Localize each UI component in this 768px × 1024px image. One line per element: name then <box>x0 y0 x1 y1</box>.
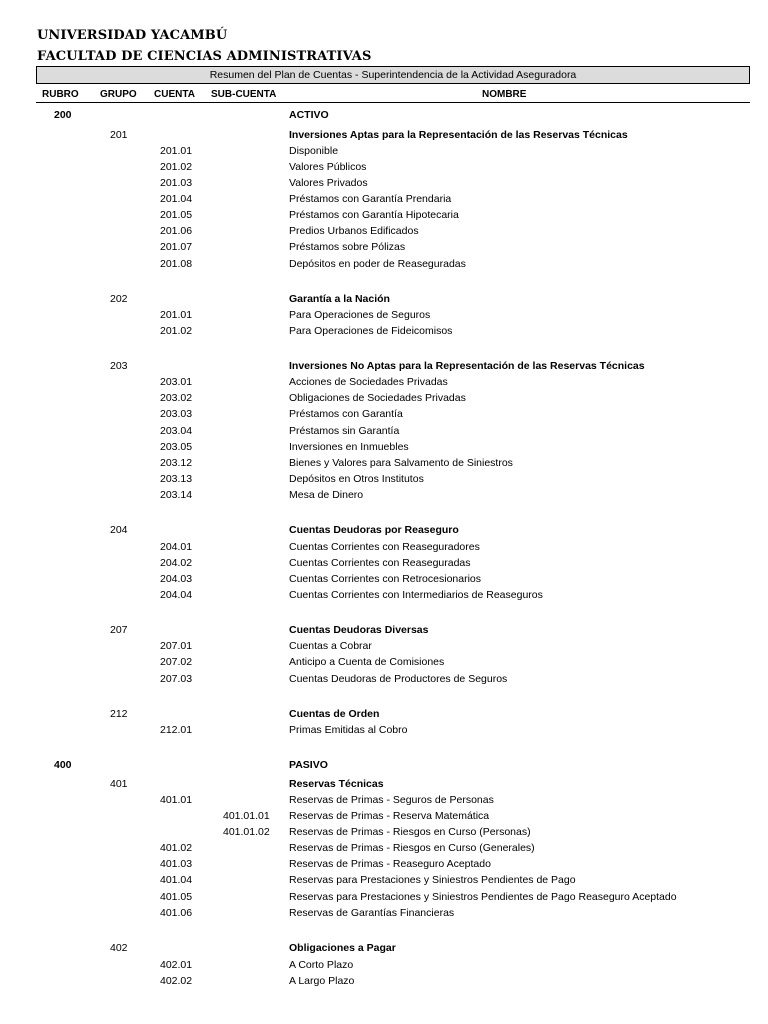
nombre-cell: Préstamos sobre Pólizas <box>289 241 406 253</box>
grupo-cell: 401 <box>110 778 128 790</box>
table-title: Resumen del Plan de Cuentas - Superintendencia de la Actividad Aseguradora <box>36 66 750 84</box>
nombre-cell: Préstamos con Garantía Prendaria <box>289 193 452 205</box>
cuenta-cell: 207.03 <box>160 673 193 685</box>
nombre-cell: Reservas de Primas - Reaseguro Aceptado <box>289 858 491 870</box>
table-row <box>0 522 768 538</box>
nombre-cell: Mesa de Dinero <box>289 489 364 501</box>
cuenta-cell: 401.04 <box>160 874 193 886</box>
column-header-nombre: NOMBRE <box>482 89 527 100</box>
table-row <box>0 587 768 603</box>
sub-cuenta-cell: 401.01.01 <box>223 810 270 822</box>
nombre-cell: Reservas de Primas - Reserva Matemática <box>289 810 490 822</box>
cuenta-cell: 401.05 <box>160 891 193 903</box>
table-row <box>0 159 768 175</box>
table-row <box>0 638 768 654</box>
nombre-cell: Valores Privados <box>289 177 368 189</box>
table-row <box>0 143 768 159</box>
grupo-cell: 204 <box>110 524 128 536</box>
grupo-cell: 201 <box>110 129 128 141</box>
table-row <box>0 571 768 587</box>
table-row <box>0 191 768 207</box>
table-row <box>0 671 768 687</box>
table-row <box>0 539 768 555</box>
grupo-cell: 202 <box>110 293 128 305</box>
header-divider <box>36 102 750 103</box>
nombre-cell: Depósitos en Otros Institutos <box>289 473 424 485</box>
table-row <box>0 307 768 323</box>
cuenta-cell: 201.04 <box>160 193 193 205</box>
table-row <box>0 487 768 503</box>
grupo-cell: 207 <box>110 624 128 636</box>
cuenta-cell: 402.02 <box>160 975 193 987</box>
nombre-cell: Cuentas Deudoras por Reaseguro <box>289 524 459 536</box>
column-header-cuenta: CUENTA <box>154 89 195 100</box>
nombre-cell: PASIVO <box>289 759 328 771</box>
cuenta-cell: 201.08 <box>160 258 193 270</box>
rubro-cell: 400 <box>54 759 72 771</box>
nombre-cell: Anticipo a Cuenta de Comisiones <box>289 656 445 668</box>
cuenta-cell: 201.03 <box>160 177 193 189</box>
cuenta-cell: 401.03 <box>160 858 193 870</box>
table-row <box>0 889 768 905</box>
table-row <box>0 439 768 455</box>
cuenta-cell: 204.02 <box>160 557 193 569</box>
cuenta-cell: 207.02 <box>160 656 193 668</box>
cuenta-cell: 401.02 <box>160 842 193 854</box>
table-row <box>0 840 768 856</box>
nombre-cell: Valores Públicos <box>289 161 367 173</box>
table-row <box>0 957 768 973</box>
nombre-cell: ACTIVO <box>289 109 329 121</box>
nombre-cell: Bienes y Valores para Salvamento de Siniestros <box>289 457 513 469</box>
table-row <box>0 291 768 307</box>
cuenta-cell: 203.01 <box>160 376 193 388</box>
cuenta-cell: 203.12 <box>160 457 193 469</box>
column-header-grupo: GRUPO <box>100 89 137 100</box>
cuenta-cell: 203.03 <box>160 408 193 420</box>
nombre-cell: Reservas de Garantías Financieras <box>289 907 455 919</box>
cuenta-cell: 212.01 <box>160 724 193 736</box>
grupo-cell: 203 <box>110 360 128 372</box>
cuenta-cell: 203.05 <box>160 441 193 453</box>
cuenta-cell: 201.07 <box>160 241 193 253</box>
university-name: UNIVERSIDAD YACAMBÚ <box>37 28 228 43</box>
table-row <box>0 455 768 471</box>
table-row <box>0 973 768 989</box>
table-row <box>0 127 768 143</box>
table-row <box>0 406 768 422</box>
cuenta-cell: 203.14 <box>160 489 193 501</box>
nombre-cell: Préstamos con Garantía <box>289 408 403 420</box>
nombre-cell: Cuentas Deudoras Diversas <box>289 624 429 636</box>
rubro-cell: 200 <box>54 109 72 121</box>
cuenta-cell: 201.02 <box>160 325 193 337</box>
nombre-cell: Acciones de Sociedades Privadas <box>289 376 448 388</box>
nombre-cell: A Largo Plazo <box>289 975 355 987</box>
nombre-cell: Reservas Técnicas <box>289 778 384 790</box>
nombre-cell: Reservas de Primas - Riesgos en Curso (Personas) <box>289 826 531 838</box>
table-row <box>0 905 768 921</box>
table-row <box>0 107 768 123</box>
nombre-cell: Para Operaciones de Fideicomisos <box>289 325 453 337</box>
nombre-cell: Reservas para Prestaciones y Siniestros Pendientes de Pago <box>289 874 576 886</box>
nombre-cell: Cuentas Corrientes con Reaseguradas <box>289 557 471 569</box>
cuenta-cell: 204.03 <box>160 573 193 585</box>
nombre-cell: Préstamos con Garantía Hipotecaria <box>289 209 459 221</box>
table-row <box>0 757 768 773</box>
cuenta-cell: 201.01 <box>160 309 193 321</box>
table-row <box>0 256 768 272</box>
nombre-cell: Predios Urbanos Edificados <box>289 225 419 237</box>
nombre-cell: A Corto Plazo <box>289 959 354 971</box>
cuenta-cell: 207.01 <box>160 640 193 652</box>
nombre-cell: Cuentas Corrientes con Intermediarios de Reaseguros <box>289 589 543 601</box>
nombre-cell: Garantía a la Nación <box>289 293 390 305</box>
table-row <box>0 390 768 406</box>
table-row <box>0 555 768 571</box>
table-row <box>0 471 768 487</box>
nombre-cell: Primas Emitidas al Cobro <box>289 724 408 736</box>
table-row <box>0 239 768 255</box>
nombre-cell: Disponible <box>289 145 339 157</box>
table-row <box>0 940 768 956</box>
column-header-sub-cuenta: SUB-CUENTA <box>211 89 277 100</box>
nombre-cell: Cuentas Corrientes con Retrocesionarios <box>289 573 482 585</box>
table-row <box>0 223 768 239</box>
table-row <box>0 175 768 191</box>
nombre-cell: Préstamos sin Garantía <box>289 425 400 437</box>
cuenta-cell: 201.02 <box>160 161 193 173</box>
nombre-cell: Obligaciones de Sociedades Privadas <box>289 392 466 404</box>
nombre-cell: Obligaciones a Pagar <box>289 942 396 954</box>
column-header-rubro: RUBRO <box>42 89 79 100</box>
nombre-cell: Cuentas Corrientes con Reaseguradores <box>289 541 480 553</box>
table-row <box>0 374 768 390</box>
nombre-cell: Reservas para Prestaciones y Siniestros Pendientes de Pago Reaseguro Aceptado <box>289 891 677 903</box>
nombre-cell: Para Operaciones de Seguros <box>289 309 431 321</box>
nombre-cell: Reservas de Primas - Seguros de Personas <box>289 794 494 806</box>
table-row <box>0 654 768 670</box>
faculty-name: FACULTAD DE CIENCIAS ADMINISTRATIVAS <box>37 49 372 64</box>
cuenta-cell: 401.01 <box>160 794 193 806</box>
column-header-row <box>0 87 768 103</box>
cuenta-cell: 201.05 <box>160 209 193 221</box>
table-row <box>0 792 768 808</box>
cuenta-cell: 204.01 <box>160 541 193 553</box>
cuenta-cell: 203.02 <box>160 392 193 404</box>
table-row <box>0 423 768 439</box>
cuenta-cell: 203.04 <box>160 425 193 437</box>
table-row <box>0 872 768 888</box>
nombre-cell: Inversiones Aptas para la Representación de las Reservas Técnicas <box>289 129 628 141</box>
nombre-cell: Reservas de Primas - Riesgos en Curso (Generales) <box>289 842 535 854</box>
table-row <box>0 856 768 872</box>
nombre-cell: Cuentas de Orden <box>289 708 380 720</box>
sub-cuenta-cell: 401.01.02 <box>223 826 270 838</box>
nombre-cell: Cuentas Deudoras de Productores de Seguros <box>289 673 508 685</box>
cuenta-cell: 201.01 <box>160 145 193 157</box>
nombre-cell: Depósitos en poder de Reaseguradas <box>289 258 466 270</box>
grupo-cell: 402 <box>110 942 128 954</box>
table-row <box>0 706 768 722</box>
grupo-cell: 212 <box>110 708 128 720</box>
cuenta-cell: 401.06 <box>160 907 193 919</box>
nombre-cell: Cuentas a Cobrar <box>289 640 372 652</box>
table-row <box>0 207 768 223</box>
nombre-cell: Inversiones No Aptas para la Representación de las Reservas Técnicas <box>289 360 645 372</box>
cuenta-cell: 204.04 <box>160 589 193 601</box>
table-row <box>0 358 768 374</box>
table-row <box>0 323 768 339</box>
table-row <box>0 808 768 824</box>
cuenta-cell: 201.06 <box>160 225 193 237</box>
table-row <box>0 776 768 792</box>
table-row <box>0 622 768 638</box>
cuenta-cell: 402.01 <box>160 959 193 971</box>
table-row <box>0 722 768 738</box>
table-row <box>0 824 768 840</box>
cuenta-cell: 203.13 <box>160 473 193 485</box>
nombre-cell: Inversiones en Inmuebles <box>289 441 409 453</box>
